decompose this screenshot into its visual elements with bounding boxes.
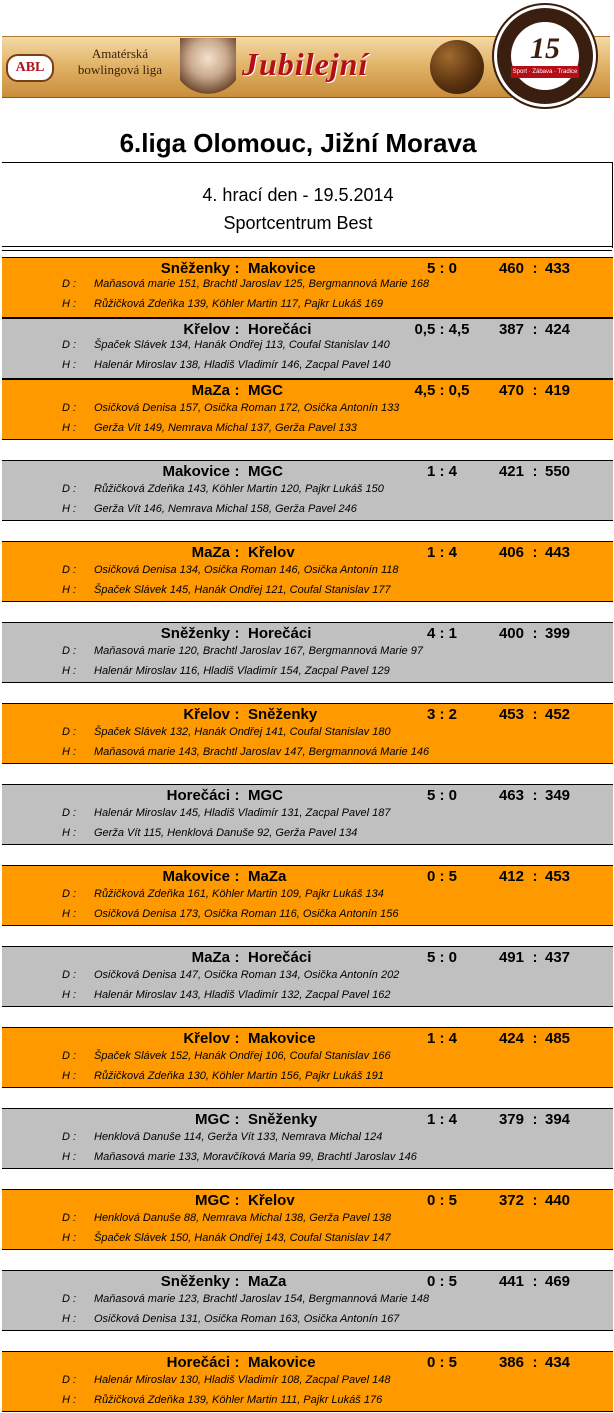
pins-separator: :	[532, 868, 538, 885]
home-team: MaZa	[191, 382, 230, 399]
away-team: Makovice	[248, 1030, 316, 1047]
match-points: 5 : 0	[426, 949, 457, 966]
away-label: H :	[62, 1394, 77, 1406]
match-points: 1 : 4	[426, 544, 457, 561]
home-team: Sněženky	[160, 625, 230, 642]
away-players: Růžičková Zdeňka 130, Köhler Martin 156, Pajkr Lukáš 191	[94, 1070, 384, 1082]
away-team: MaZa	[248, 868, 287, 885]
home-label: D :	[62, 1293, 77, 1305]
pins-separator: :	[532, 463, 538, 480]
away-team: Křelov	[248, 1192, 295, 1209]
away-players: Maňasová marie 133, Moravčíková Maria 99, Brachtl Jaroslav 146	[94, 1151, 417, 1163]
away-label: H :	[62, 746, 77, 758]
header-banner	[2, 2, 610, 100]
home-pins: 412	[498, 868, 524, 885]
away-team: Horečáci	[248, 321, 312, 338]
away-players: Gerža Vít 149, Nemrava Michal 137, Gerža Pavel 133	[94, 422, 357, 434]
home-team: Makovice	[162, 463, 230, 480]
match-points: 4,5 : 0,5	[414, 382, 470, 399]
home-team: Křelov	[183, 1030, 230, 1047]
home-players: Osičková Denisa 157, Osička Roman 172, Osička Antonín 133	[94, 402, 400, 414]
pins-separator: :	[532, 1192, 538, 1209]
home-label: D :	[62, 1374, 77, 1386]
away-pins: 433	[545, 260, 571, 277]
match-points: 3 : 2	[426, 706, 457, 723]
home-pins: 470	[498, 382, 524, 399]
home-label: D :	[62, 564, 77, 576]
match-row	[2, 460, 613, 521]
team-separator: :	[234, 321, 240, 338]
away-label: H :	[62, 359, 77, 371]
seal-ribbon: Sport · Zábava · Tradice	[511, 66, 579, 78]
away-team: Sněženky	[248, 706, 318, 723]
away-pins: 349	[545, 787, 571, 804]
match-row	[2, 379, 613, 440]
banner-tagline	[60, 46, 180, 78]
seal-number: 15	[530, 32, 560, 65]
pins-separator: :	[532, 544, 538, 561]
away-label: H :	[62, 1070, 77, 1082]
match-row	[2, 1108, 613, 1169]
home-pins: 387	[498, 321, 524, 338]
home-team: MGC	[195, 1192, 230, 1209]
home-team: Křelov	[183, 321, 230, 338]
away-players: Halenár Miroslav 138, Hladiš Vladimír 146, Zacpal Pavel 140	[94, 359, 391, 371]
home-pins: 379	[498, 1111, 524, 1128]
pins-separator: :	[532, 260, 538, 277]
home-pins: 453	[498, 706, 524, 723]
home-players: Halenár Miroslav 145, Hladiš Vladimír 131, Zacpal Pavel 187	[94, 807, 391, 819]
home-pins: 386	[498, 1354, 524, 1371]
day-info-box	[2, 162, 613, 248]
match-row	[2, 865, 613, 926]
team-separator: :	[234, 625, 240, 642]
match-row	[2, 703, 613, 764]
away-players: Špaček Slávek 150, Hanák Ondřej 143, Coufal Stanislav 147	[94, 1232, 391, 1244]
home-pins: 491	[498, 949, 524, 966]
match-row	[2, 1351, 613, 1412]
bowling-ball-icon	[430, 40, 484, 94]
home-players: Růžičková Zdeňka 143, Köhler Martin 120, Pajkr Lukáš 150	[94, 483, 384, 495]
away-pins: 434	[545, 1354, 571, 1371]
away-label: H :	[62, 422, 77, 434]
away-pins: 437	[545, 949, 571, 966]
home-label: D :	[62, 278, 77, 290]
team-separator: :	[234, 787, 240, 804]
team-separator: :	[234, 1354, 240, 1371]
match-row	[2, 318, 613, 379]
home-team: MaZa	[191, 544, 230, 561]
away-pins: 453	[545, 868, 571, 885]
away-label: H :	[62, 1232, 77, 1244]
match-points: 5 : 0	[426, 787, 457, 804]
away-players: Halenár Miroslav 143, Hladiš Vladimír 132, Zacpal Pavel 162	[94, 989, 391, 1001]
day-venue: Sportcentrum Best	[223, 213, 373, 233]
away-team: MGC	[248, 463, 283, 480]
match-points: 4 : 1	[426, 625, 457, 642]
pins-separator: :	[532, 1030, 538, 1047]
home-label: D :	[62, 483, 77, 495]
home-team: Sněženky	[160, 260, 230, 277]
away-label: H :	[62, 503, 77, 515]
home-pins: 424	[498, 1030, 524, 1047]
away-players: Růžičková Zdeňka 139, Köhler Martin 117, Pajkr Lukáš 169	[94, 298, 384, 310]
away-pins: 440	[545, 1192, 571, 1209]
home-team: Horečáci	[166, 787, 230, 804]
away-pins: 399	[545, 625, 571, 642]
match-points: 0 : 5	[426, 868, 457, 885]
divider	[2, 250, 612, 251]
away-players: Osičková Denisa 173, Osička Roman 116, Osička Antonín 156	[94, 908, 399, 920]
abl-logo: ABL	[6, 54, 54, 82]
home-label: D :	[62, 969, 77, 981]
match-points: 0 : 5	[426, 1273, 457, 1290]
home-pins: 400	[498, 625, 524, 642]
away-pins: 550	[545, 463, 571, 480]
team-separator: :	[234, 382, 240, 399]
away-players: Růžičková Zdeňka 139, Köhler Martin 111, Pajkr Lukáš 176	[94, 1394, 383, 1406]
away-pins: 469	[545, 1273, 571, 1290]
match-row	[2, 946, 613, 1007]
home-pins: 463	[498, 787, 524, 804]
home-players: Maňasová marie 151, Brachtl Jaroslav 125, Bergmannová Marie 168	[94, 278, 430, 290]
match-row	[2, 541, 613, 602]
away-players: Maňasová marie 143, Brachtl Jaroslav 147, Bergmannová Marie 146	[94, 746, 430, 758]
home-label: D :	[62, 807, 77, 819]
home-team: Sněženky	[160, 1273, 230, 1290]
away-label: H :	[62, 298, 77, 310]
away-pins: 424	[545, 321, 571, 338]
home-label: D :	[62, 1050, 77, 1062]
home-players: Maňasová marie 123, Brachtl Jaroslav 154, Bergmannová Marie 148	[94, 1293, 430, 1305]
home-players: Halenár Miroslav 130, Hladiš Vladimír 108, Zacpal Pavel 148	[94, 1374, 391, 1386]
home-label: D :	[62, 1212, 77, 1224]
away-label: H :	[62, 584, 77, 596]
team-separator: :	[234, 544, 240, 561]
team-separator: :	[234, 463, 240, 480]
team-separator: :	[234, 868, 240, 885]
home-team: Křelov	[183, 706, 230, 723]
home-label: D :	[62, 339, 77, 351]
tagline-line1: Amatérská	[91, 46, 149, 61]
home-players: Osičková Denisa 147, Osička Roman 134, Osička Antonín 202	[94, 969, 400, 981]
pins-separator: :	[532, 1111, 538, 1128]
day-date: 4. hrací den - 19.5.2014	[202, 185, 394, 205]
match-points: 0 : 5	[426, 1354, 457, 1371]
match-points: 1 : 4	[426, 1030, 457, 1047]
home-players: Špaček Slávek 132, Hanák Ondřej 141, Coufal Stanislav 180	[94, 726, 391, 738]
home-label: D :	[62, 888, 77, 900]
away-label: H :	[62, 665, 77, 677]
match-row	[2, 784, 613, 845]
match-row	[2, 1027, 613, 1088]
seal-inner	[511, 22, 579, 90]
away-team: MaZa	[248, 1273, 287, 1290]
away-label: H :	[62, 827, 77, 839]
home-pins: 406	[498, 544, 524, 561]
away-team: Makovice	[248, 260, 316, 277]
away-label: H :	[62, 908, 77, 920]
away-label: H :	[62, 1313, 77, 1325]
home-players: Henklová Danuše 88, Nemrava Michal 138, Gerža Pavel 138	[94, 1212, 392, 1224]
away-label: H :	[62, 989, 77, 1001]
team-separator: :	[234, 1030, 240, 1047]
team-separator: :	[234, 949, 240, 966]
away-pins: 443	[545, 544, 571, 561]
away-players: Gerža Vít 146, Nemrava Michal 158, Gerža Pavel 246	[94, 503, 357, 515]
match-row	[2, 1189, 613, 1250]
page-title: 6.liga Olomouc, Jižní Morava	[119, 128, 477, 158]
away-pins: 419	[545, 382, 571, 399]
home-players: Henklová Danuše 114, Gerža Vít 133, Nemrava Michal 124	[94, 1131, 383, 1143]
match-row	[2, 257, 613, 318]
home-label: D :	[62, 402, 77, 414]
home-team: MaZa	[191, 949, 230, 966]
away-pins: 394	[545, 1111, 571, 1128]
home-pins: 421	[498, 463, 524, 480]
match-row	[2, 622, 613, 683]
away-players: Halenár Miroslav 116, Hladiš Vladimír 154, Zacpal Pavel 129	[94, 665, 390, 677]
home-pins: 460	[498, 260, 524, 277]
pins-separator: :	[532, 949, 538, 966]
match-points: 0,5 : 4,5	[414, 321, 470, 338]
divider	[2, 246, 612, 247]
away-players: Gerža Vít 115, Henklová Danuše 92, Gerža Pavel 134	[94, 827, 358, 839]
home-players: Růžičková Zdeňka 161, Köhler Martin 109, Pajkr Lukáš 134	[94, 888, 384, 900]
match-points: 0 : 5	[426, 1192, 457, 1209]
team-separator: :	[234, 1111, 240, 1128]
away-team: MGC	[248, 787, 283, 804]
jubilee-text: Jubilejní	[242, 46, 369, 82]
away-players: Osičková Denisa 131, Osička Roman 163, Osička Antonín 167	[94, 1313, 400, 1325]
home-players: Špaček Slávek 134, Hanák Ondřej 113, Coufal Stanislav 140	[94, 339, 390, 351]
team-separator: :	[234, 1273, 240, 1290]
away-team: Křelov	[248, 544, 295, 561]
away-team: Horečáci	[248, 625, 312, 642]
pins-separator: :	[532, 382, 538, 399]
anniversary-seal	[494, 5, 596, 107]
match-points: 1 : 4	[426, 1111, 457, 1128]
home-players: Maňasová marie 120, Brachtl Jaroslav 167, Bergmannová Marie 97	[94, 645, 423, 657]
pins-separator: :	[532, 787, 538, 804]
home-pins: 372	[498, 1192, 524, 1209]
away-players: Špaček Slávek 145, Hanák Ondřej 121, Coufal Stanislav 177	[94, 584, 391, 596]
team-separator: :	[234, 1192, 240, 1209]
away-team: Sněženky	[248, 1111, 318, 1128]
home-players: Osičková Denisa 134, Osička Roman 146, Osička Antonín 118	[94, 564, 399, 576]
away-team: Makovice	[248, 1354, 316, 1371]
home-label: D :	[62, 1131, 77, 1143]
pins-separator: :	[532, 706, 538, 723]
home-label: D :	[62, 645, 77, 657]
match-points: 1 : 4	[426, 463, 457, 480]
bowler-figure-image	[180, 38, 236, 96]
home-team: MGC	[195, 1111, 230, 1128]
away-team: Horečáci	[248, 949, 312, 966]
away-pins: 452	[545, 706, 571, 723]
home-label: D :	[62, 726, 77, 738]
team-separator: :	[234, 706, 240, 723]
away-team: MGC	[248, 382, 283, 399]
home-players: Špaček Slávek 152, Hanák Ondřej 106, Coufal Stanislav 166	[94, 1050, 391, 1062]
match-row	[2, 1270, 613, 1331]
home-team: Makovice	[162, 868, 230, 885]
tagline-line2: bowlingová liga	[77, 62, 163, 77]
away-label: H :	[62, 1151, 77, 1163]
home-pins: 441	[498, 1273, 524, 1290]
pins-separator: :	[532, 625, 538, 642]
home-team: Horečáci	[166, 1354, 230, 1371]
away-pins: 485	[545, 1030, 571, 1047]
pins-separator: :	[532, 321, 538, 338]
pins-separator: :	[532, 1273, 538, 1290]
match-points: 5 : 0	[426, 260, 457, 277]
pins-separator: :	[532, 1354, 538, 1371]
team-separator: :	[234, 260, 240, 277]
